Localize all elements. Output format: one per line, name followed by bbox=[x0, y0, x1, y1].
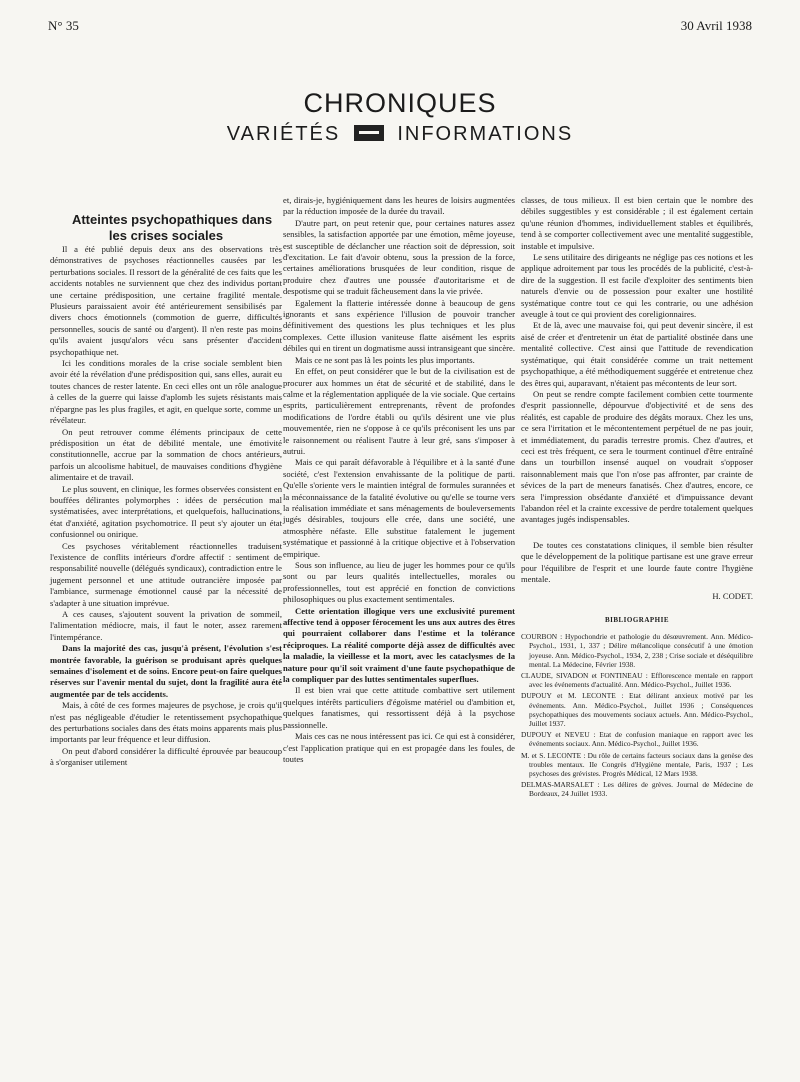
paragraph: classes, de tous milieux. Il est bien certain que le nombre des débiles suggestibles y est considérable ; il est également certain qu'une réunion d'hommes, individuellement stables et équilibrés, tend à se comporter collectivement avec une mentalité suggestible, instable et impulsive. bbox=[521, 195, 753, 251]
issue-number: N° 35 bbox=[48, 18, 79, 33]
author-signature: H. CODET. bbox=[712, 591, 753, 602]
paragraph: D'autre part, on peut retenir que, pour certaines natures assez sensibles, la satisfaction apportée par une émotion, même joyeuse, est susceptible de déclancher une réaction soit de dépression, soit d'excitation. Le fait d'avoir obtenu, sous la pression de la force, certaines améliorations brusquées de leur condition, risque de produire chez d'autres une poussée d'autoritarisme et de despotisme qui se traduit fâcheusement dans la vie privée. bbox=[283, 217, 515, 297]
bibliography-entry: COURBON : Hypochondrie et pathologie du désœuvrement. Ann. Médico-Psychol., 1931, 1, 337 ; Délire mélancolique consécutif à une émotion joyeuse. Ann. Médico-Psychol., 1934, 2, 238 ; Crise sociale et déséquilibre mental. La Médecine, Février 1938. bbox=[521, 632, 753, 669]
paragraph: On peut retrouver comme éléments principaux de cette prédisposition un état de débilité mentale, une émotivité constitutionnelle, accrue par la sommation de chocs antérieurs, parfois un alcoolisme habituel, de mauvaises conditions d'hygiène alimentaire et de travail. bbox=[50, 426, 282, 483]
paragraph: On peut se rendre compte facilement combien cette tourmente d'esprit passionnelle, dépourvue d'objectivité et de sens des réalités, est capable de produire des dégâts moraux. Chez les uns, ce sera l'irritation et le mécontentement perpétuel de ne pas jouir, et immédiatement, du paradis terrestre promis. Chez d'autres, et ceci est très fréquent, ce sera le tourment continuel d'être entraîné dans un tourbillon insensé auquel on voudrait s'opposer raisonnablement mais que l'on n'ose pas affronter, par crainte de sévices de la part de meneurs fanatisés. Chez d'autres, encore, ce sera l'impression obsédante d'anxiété et d'impuissance devant l'abandon réel et la crainte excessive de perdre totalement quelques avantages jugés indispensables. bbox=[521, 388, 753, 525]
spacer bbox=[521, 526, 753, 540]
paragraph: Sous son influence, au lieu de juger les hommes pour ce qu'ils sont ou par leurs qualités intellectuelles, morales ou professionnelles, tout est apprécié en fonction de convictions philosophiques ou plus exactement sentimentales. bbox=[283, 560, 515, 605]
paragraph: Ces psychoses véritablement réactionnelles traduisent l'existence de conflits intérieurs d'ordre affectif : sentiment de responsabilité nouvelle (délégués syndicaux), contradiction entre le jugement personnel et une attitude outrancière imposée par l'ambiance, surmenage émotionnel causé par la nécessité de s'adapter à une situation imprévue. bbox=[50, 540, 282, 608]
bibliography-entry: DELMAS-MARSALET : Les délires de grèves. Journal de Médecine de Bordeaux, 24 Juillet 1933. bbox=[521, 780, 753, 799]
paragraph: Mais ce qui paraît défavorable à l'équilibre et à la santé d'une société, c'est l'extension envahissante de la politique de parti. Qu'elle s'oriente vers le maintien intégral de formules surannées et la méconnaissance de la fatalité évolutive ou qu'elle se tourne vers la réalisation immédiate et sans ménagements de bouleversements jugés désirables, toujours elle crée, dans une société, une atmosphère néfaste. Elle substitue fatalement le jugement systématique et passionné à la critique objective et à l'observation empirique. bbox=[283, 457, 515, 559]
paragraph: Il a été publié depuis deux ans des observations très démonstratives de psychoses réactionnelles causées par les perturbations sociales. Il ressort de la généralité de ces faits que les accidents notables ne surviennent que chez des individus portant une certaine prédisposition, une certaine fragilité mentale. Plusieurs paraissaient avoir été antérieurement sensibilisés par divers chocs émotionnels (commotion de guerre, difficultés personnelles, soucis de santé ou d'argent). Il n'en reste pas moins qu'ils avaient jusqu'alors vécu sans présenter d'accident psychopathique net. bbox=[50, 244, 282, 357]
masthead-title: CHRONIQUES bbox=[303, 88, 497, 118]
masthead-informations: INFORMATIONS bbox=[397, 123, 574, 145]
ornament-icon bbox=[354, 125, 384, 141]
paragraph: Et de là, avec une mauvaise foi, qui peut devenir sincère, il est aisé de créer et d'entretenir un état de partialité obstinée dans une mentalité collective. C'est ainsi que l'attitude de revendication systématique, qui était considérée comme un trait nettement psychopathique, a été méthodiquement suggérée et entretenue chez des êtres qui, auparavant, n'étaient pas mécontents de leur sort. bbox=[521, 320, 753, 388]
bibliography-entry: DUPOUY et M. LECONTE : Etat délirant anxieux motivé par les événements. Ann. Médico-Psychol., Juillet 1936 ; Conséquences psychopathiques des mouvements sociaux actuels. Ann. Médico-Psychol., Juillet 1937. bbox=[521, 691, 753, 729]
bibliography-entry: CLAUDE, SIVADON et FONTINEAU : Efflorescence mentale en rapport avec les événements d'actualité. Ann. Médico-Psychol., Juillet 1936. bbox=[521, 671, 753, 690]
paragraph: Il est bien vrai que cette attitude combattive sert utilement quelques intérêts particuliers d'égoïsme matériel ou d'ambition et, quelques fanatismes, qui ressortissent déjà à la psychose passionnelle. bbox=[283, 685, 515, 730]
bibliography-entry: DUPOUY et NEVEU : Etat de confusion maniaque en rapport avec les événements sociaux. Ann. Médico-Psychol., Juillet 1936. bbox=[521, 730, 753, 749]
bibliography bbox=[521, 632, 753, 798]
paragraph: Le sens utilitaire des dirigeants ne néglige pas ces notions et les applique adroitement par tous les procédés de la publicité, c'est-à-dire de la suggestion. Il est facile d'exploiter des sentiments bien naturels d'envie ou de possession pour exalter une hostilité systématique contre tout ce qui les contrarie, ou une adhésion aveugle à tout ce qui provient des coreligionnaires. bbox=[521, 252, 753, 320]
paragraph: Mais, à côté de ces formes majeures de psychose, je crois qu'il n'est pas négligeable d'étudier le retentissement psychopathique des perturbations sociales dans des états moins apparents mais plus importants par leur fréquence et leur diffusion. bbox=[50, 700, 282, 745]
paragraph: En effet, on peut considérer que le but de la civilisation est de procurer aux hommes un état de sécurité et de stabilité, dans le calme et la réglementation appliquée de la vie sociale. Que certains esprits, particulièrement entreprenants, rêvent de profondes modifications de l'ordre établi ou qu'ils désirent une vie plus mouvementée, rien ne s'oppose à ce qu'ils préconisent les uns par le raisonnement ou réalisent l'autre à leur gré, sans s'imposer à autrui. bbox=[283, 366, 515, 456]
masthead-subtitle bbox=[0, 123, 800, 146]
paragraph: Ici les conditions morales de la crise sociale semblent bien avoir été la révélation d'une prédisposition qui, sans elles, aurait eu toutes chances de rester latente. En ceci elles ont un rôle analogue à celles de la guerre qui laisse d'aplomb les sujets résistants mais n'épargne pas les plus fragiles, et agit, en quelque sorte, comme un révélateur. bbox=[50, 358, 282, 426]
paragraph: A ces causes, s'ajoutent souvent la privation de sommeil, l'alimentation médiocre, mais, il faut le noter, assez rarement l'intempérance. bbox=[50, 609, 282, 642]
bibliography-title: BIBLIOGRAPHIE bbox=[604, 615, 670, 624]
paragraph: Dans la majorité des cas, jusqu'à présent, l'évolution s'est montrée favorable, la guérison se produisant après quelques semaines d'isolement et de soins. Encore peut-on faire quelques réserves sur l'avenir mental du sujet, dont la fragilité aura été augmentée par de tels accidents. bbox=[50, 643, 282, 699]
masthead bbox=[0, 88, 800, 146]
article-title: Atteintes psychopathiques dans les crises sociales bbox=[71, 212, 273, 243]
paragraph: Egalement la flatterie intéressée donne à beaucoup de gens ignorants et sans expérience l'illusion de pouvoir trancher définitivement des questions les plus techniques et les plus complexes. Cette illusion vaniteuse flatte aisément les esprits débiles qui en tirent un dogmatisme aussi intransigeant que sincère. bbox=[283, 297, 515, 354]
issue-date: 30 Avril 1938 bbox=[680, 18, 752, 33]
paragraph: Mais ces cas ne nous intéressent pas ici. Ce qui est à considérer, c'est l'application pratique qui en est propagée dans les foules, de toutes bbox=[283, 731, 515, 764]
page-header bbox=[48, 18, 752, 42]
paragraph: Mais ce ne sont pas là les points les plus importants. bbox=[295, 354, 475, 365]
bibliography-entry: M. et S. LECONTE : Du rôle de certains facteurs sociaux dans la genèse des troubles mentaux. IIe Congrès d'Hygiène mentale, Paris, 1937 ; Les psychoses des grévistes. Progrès Médical, 12 Mars 1938. bbox=[521, 750, 753, 779]
paragraph: On peut d'abord considérer la difficulté éprouvée par beaucoup à s'organiser utilement bbox=[50, 745, 282, 768]
masthead-varietes: VARIÉTÉS bbox=[226, 123, 341, 145]
column-1 bbox=[50, 212, 282, 769]
column-3 bbox=[521, 195, 753, 801]
column-2 bbox=[283, 195, 515, 765]
paragraph: Cette orientation illogique vers une exclusivité purement affective tend à opposer férocement les uns aux autres des êtres qui pourraient collaborer dans l'estime et la tolérance réciproques. La réalité comporte déjà assez de difficultés avec la maladie, la vieillesse et la mort, avec les cataclysmes de la nature pour qu'il soit vraiment d'une faute psychopathique de la compliquer par des luttes sentimentales superflues. bbox=[283, 605, 515, 685]
paragraph: De toutes ces constatations cliniques, il semble bien résulter que le développement de la politique partisane est une grave erreur pour l'équilibre de l'esprit et une lourde faute contre l'hygiène mentale. bbox=[521, 539, 753, 584]
paragraph: et, dirais-je, hygiéniquement dans les heures de loisirs augmentées par la réduction imposée de la durée du travail. bbox=[283, 195, 515, 217]
paragraph: Le plus souvent, en clinique, les formes observées consistent en bouffées délirantes polymorphes : idées de persécution mal systématisées, avec interprétations, et quelquefois, hallucinations, état d'anxiété, agitation psychomotrice. Il peut s'y ajouter un état confusionnel ou onirique. bbox=[50, 483, 282, 540]
